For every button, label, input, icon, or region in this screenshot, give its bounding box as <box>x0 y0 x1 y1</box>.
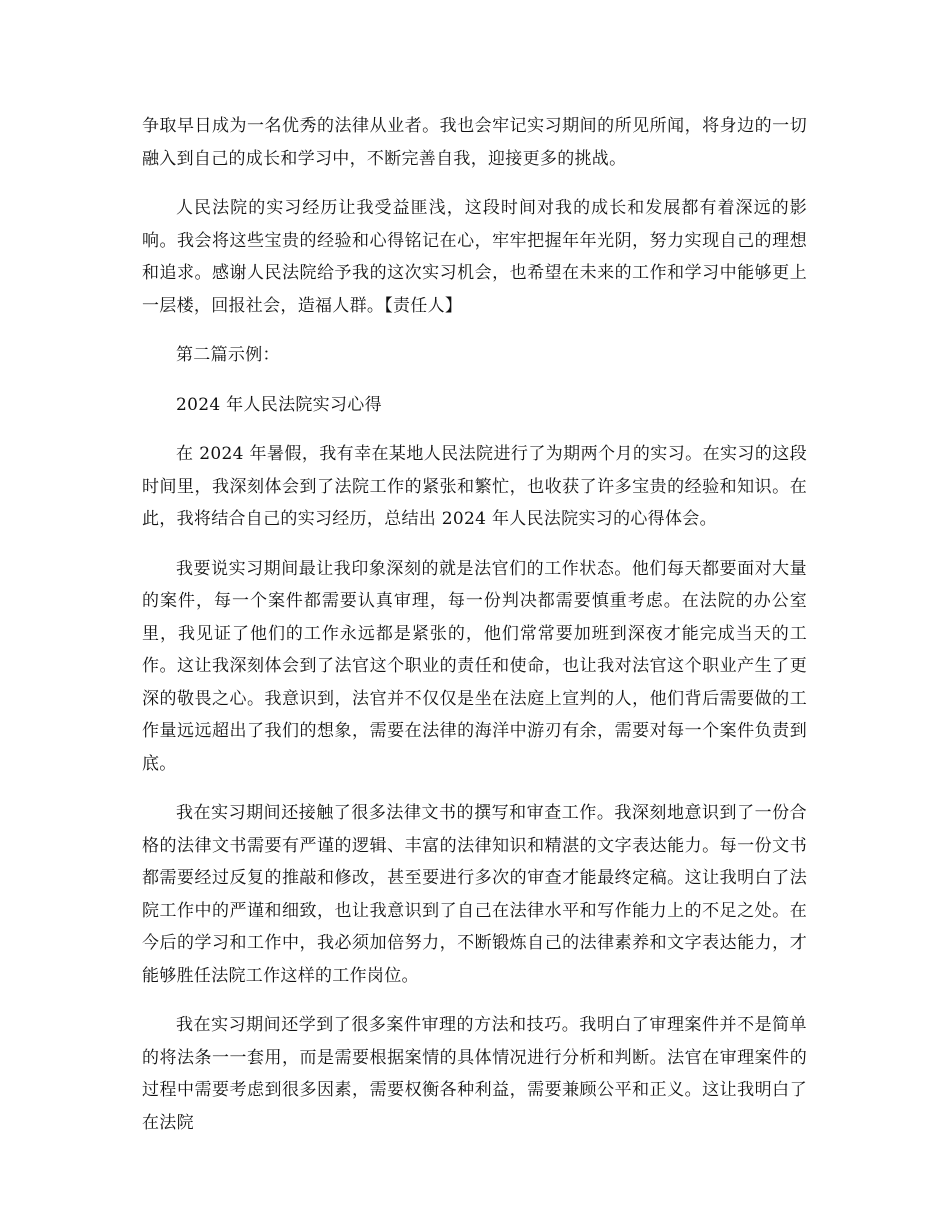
section-label: 第二篇示例： <box>176 345 280 365</box>
paragraph-continuation: 争取早日成为一名优秀的法律从业者。我也会牢记实习期间的所见所闻，将身边的一切融入到自己的成长和学习中，不断完善自我，迎接更多的挑战。 <box>142 116 807 169</box>
paragraph-trial-methods: 我在实习期间还学到了很多案件审理的方法和技巧。我明白了审理案件并不是简单的将法条一一套用，而是需要根据案情的具体情况进行分析和判断。法官在审理案件的过程中需要考虑到很多因素，需要权衡各种利益，需要兼顾公平和正义。这让我明白了在法院 <box>142 1015 807 1133</box>
paragraph-legal-documents: 我在实习期间还接触了很多法律文书的撰写和审查工作。我深刻地意识到了一份合格的法律文书需要有严谨的逻辑、丰富的法律知识和精湛的文字表达能力。每一份文书都需要经过反复的推敲和修改，甚至要进行多次的审查才能最终定稿。这让我明白了法院工作中的严谨和细致，也让我意识到了自己在法律水平和写作能力上的不足之处。在今后的学习和工作中，我必须加倍努力，不断锻炼自己的法律素养和文字表达能力，才能够胜任法院工作这样的工作岗位。 <box>142 803 807 986</box>
paragraph-intro: 在 2024 年暑假，我有幸在某地人民法院进行了为期两个月的实习。在实习的这段时间里，我深刻体会到了法院工作的紧张和繁忙，也收获了许多宝贵的经验和知识。在此，我将结合自己的实习经历，总结出 2024 年人民法院实习的心得体会。 <box>142 444 807 529</box>
essay-title: 2024 年人民法院实习心得 <box>176 394 382 415</box>
paragraph-judges: 我要说实习期间最让我印象深刻的就是法官们的工作状态。他们每天都要面对大量的案件，每一个案件都需要认真审理，每一份判决都需要慎重考虑。在法院的办公室里，我见证了他们的工作永远都是紧张的，他们常常要加班到深夜才能完成当天的工作。这让我深刻体会到了法官这个职业的责任和使命，也让我对法官这个职业产生了更深的敬畏之心。我意识到，法官并不仅仅是坐在法庭上宣判的人，他们背后需要做的工作量远远超出了我们的想象，需要在法律的海洋中游刃有余，需要对每一个案件负责到底。 <box>142 558 807 774</box>
document-body <box>142 110 807 1156</box>
paragraph-conclusion: 人民法院的实习经历让我受益匪浅，这段时间对我的成长和发展都有着深远的影响。我会将这些宝贵的经验和心得铭记在心，牢牢把握年年光阴，努力实现自己的理想和追求。感谢人民法院给予我的这次实习机会，也希望在未来的工作和学习中能够更上一层楼，回报社会，造福人群。【责任人】 <box>142 198 807 316</box>
